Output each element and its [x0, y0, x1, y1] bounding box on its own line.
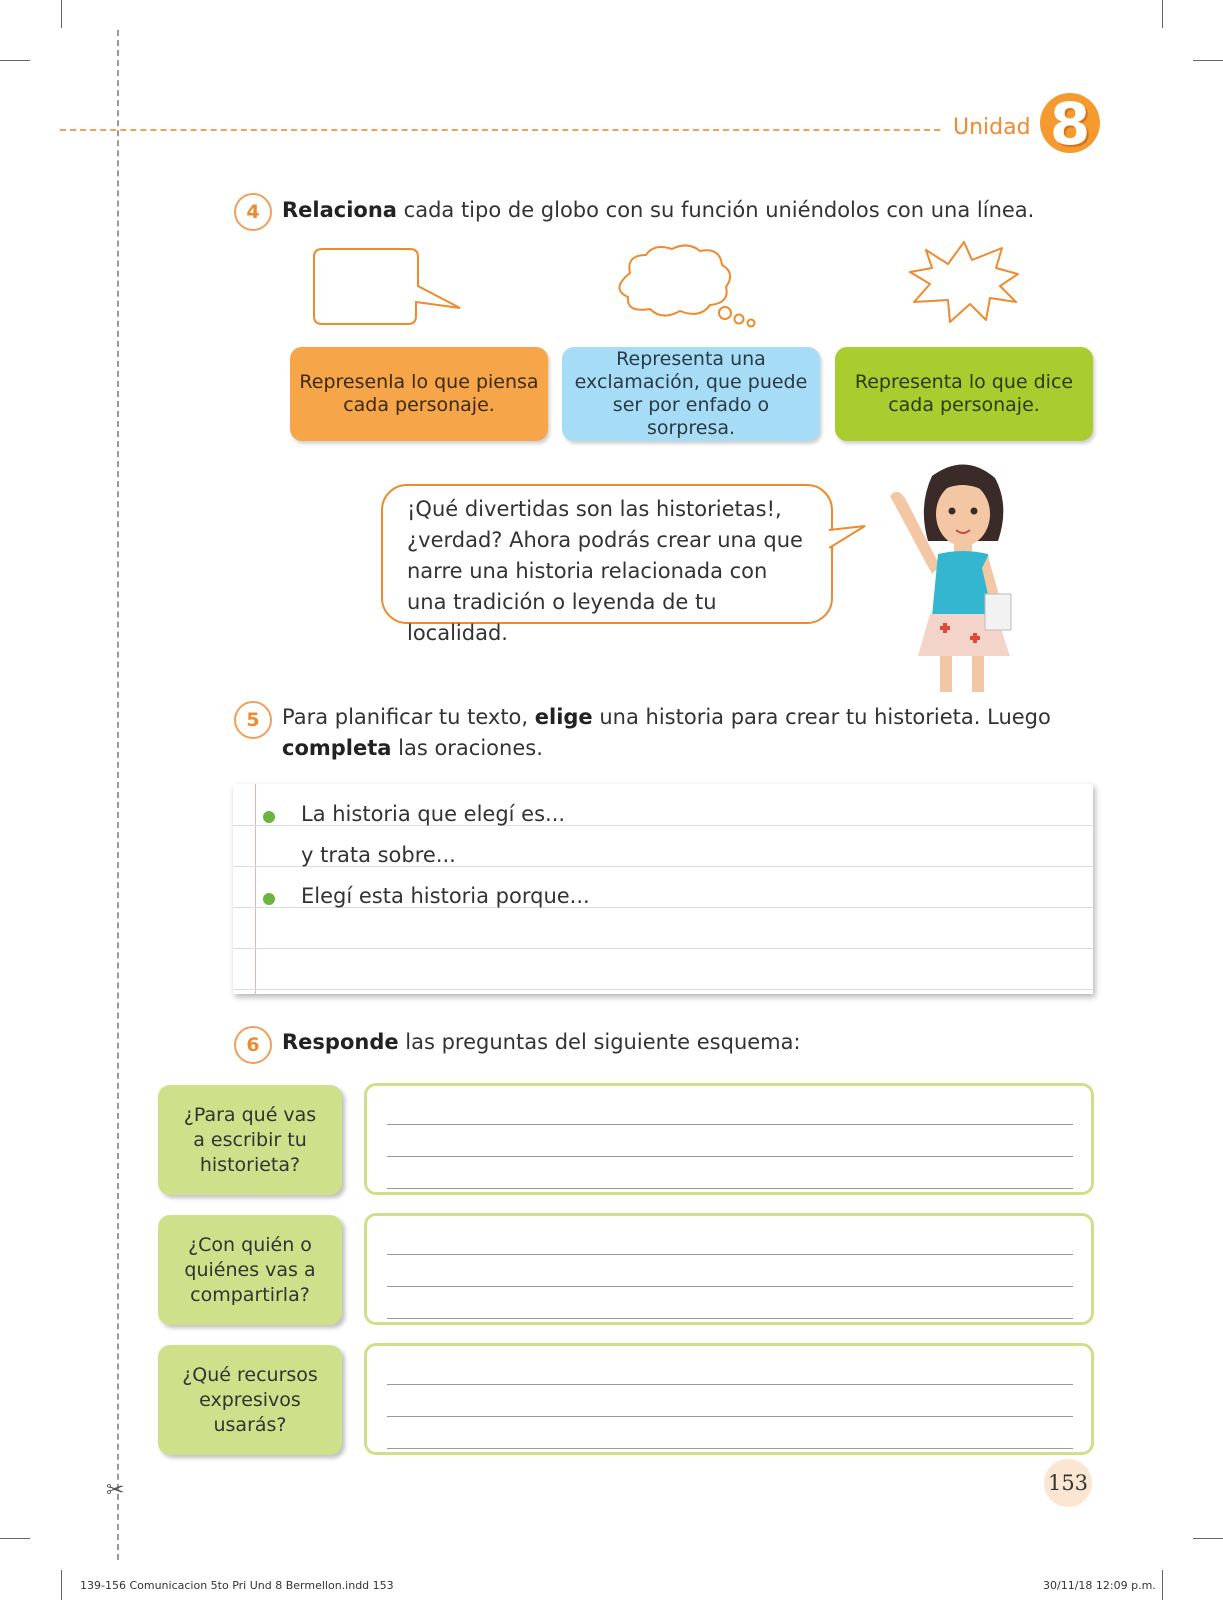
cut-line-vertical	[117, 30, 119, 1560]
activity-5-verb-elige: elige	[534, 705, 593, 729]
girl-speech-bubble	[381, 484, 833, 645]
bullet-icon	[263, 893, 275, 905]
question-text: ¿Con quién o quiénes vas a compartirla?	[184, 1233, 316, 1306]
activity-6-verb: Responde	[282, 1030, 399, 1054]
page-number: 153	[1044, 1459, 1092, 1507]
footer-timestamp: 30/11/18 12:09 p.m.	[1043, 1579, 1156, 1592]
crop-mark	[61, 0, 62, 28]
exclamation-balloon-icon	[906, 240, 1024, 326]
notebook-margin-line	[255, 784, 256, 994]
question-text: ¿Para qué vas a escribir tu historieta?	[183, 1103, 317, 1176]
answer-line	[387, 1156, 1073, 1157]
crop-mark	[0, 60, 30, 61]
activity-5-number: 5	[234, 701, 272, 739]
function-box-text: Represenla lo que piensa cada personaje.	[299, 371, 539, 416]
speech-bubble-tail	[829, 524, 869, 554]
speech-balloon-icon	[310, 246, 470, 328]
question-box-purpose	[158, 1085, 342, 1195]
girl-illustration	[870, 456, 1050, 696]
question-box-resources	[158, 1345, 342, 1455]
answer-line	[387, 1384, 1073, 1385]
notebook-line	[233, 948, 1093, 949]
answer-box-resources[interactable]	[364, 1343, 1094, 1455]
notebook-sheet	[233, 784, 1093, 994]
function-box-thinks[interactable]	[290, 347, 548, 441]
answer-line	[387, 1124, 1073, 1125]
crop-mark	[1193, 60, 1223, 61]
function-box-says[interactable]	[835, 347, 1093, 441]
bullet-icon	[263, 811, 275, 823]
crop-mark	[0, 1538, 30, 1539]
thought-balloon-icon	[608, 243, 768, 333]
answer-line	[387, 1286, 1073, 1287]
activity-5-text: Para planificar tu texto,	[282, 705, 535, 729]
activity-5-text: una historia para crear tu historieta. Luego	[592, 705, 1051, 729]
function-box-text: Representa lo que dice cada personaje.	[854, 371, 1074, 416]
answer-line	[387, 1254, 1073, 1255]
unit-label: Unidad	[953, 115, 1031, 140]
activity-5-verb-completa: completa	[282, 736, 392, 760]
activity-4-text: cada tipo de globo con su función uniéndolos con una línea.	[396, 198, 1035, 222]
activity-6-text: las preguntas del siguiente esquema:	[398, 1030, 801, 1054]
question-box-audience	[158, 1215, 342, 1325]
function-box-exclamation[interactable]	[562, 347, 820, 441]
unit-number-badge: 8	[1040, 93, 1100, 153]
activity-4-instruction	[282, 195, 1034, 226]
crop-mark	[1162, 0, 1163, 28]
activity-4-number: 4	[234, 193, 272, 231]
activity-5-text: las oraciones.	[391, 736, 543, 760]
crop-mark	[61, 1570, 62, 1600]
activity-6-number: 6	[234, 1026, 272, 1064]
answer-line	[387, 1448, 1073, 1449]
answer-box-purpose[interactable]	[364, 1083, 1094, 1195]
crop-mark	[1193, 1538, 1223, 1539]
activity-4-verb: Relaciona	[282, 198, 397, 222]
girl-speech-text: ¡Qué divertidas son las historietas!, ¿verdad? Ahora podrás crear una que narre una historia relacionada con una tradición o leyenda de tu localidad.	[407, 497, 803, 645]
notebook-line	[233, 989, 1093, 990]
activity-5-instruction	[282, 702, 1102, 764]
activity-6-instruction	[282, 1027, 801, 1058]
sentence-prompt[interactable]: La historia que elegí es...	[301, 802, 566, 826]
question-text: ¿Qué recursos expresivos usarás?	[182, 1363, 318, 1436]
answer-line	[387, 1318, 1073, 1319]
answer-line	[387, 1416, 1073, 1417]
scissors-icon: ✂	[106, 1478, 125, 1503]
header-dashed-line	[60, 129, 940, 131]
crop-mark	[1162, 1570, 1163, 1600]
sentence-prompt[interactable]: Elegí esta historia porque...	[301, 884, 590, 908]
function-box-text: Representa una exclamación, que puede ser por enfado o sorpresa.	[574, 348, 808, 439]
answer-line	[387, 1188, 1073, 1189]
answer-box-audience[interactable]	[364, 1213, 1094, 1325]
sentence-prompt[interactable]: y trata sobre...	[301, 843, 456, 867]
footer-file-info: 139-156 Comunicacion 5to Pri Und 8 Bermellon.indd 153	[80, 1579, 394, 1592]
